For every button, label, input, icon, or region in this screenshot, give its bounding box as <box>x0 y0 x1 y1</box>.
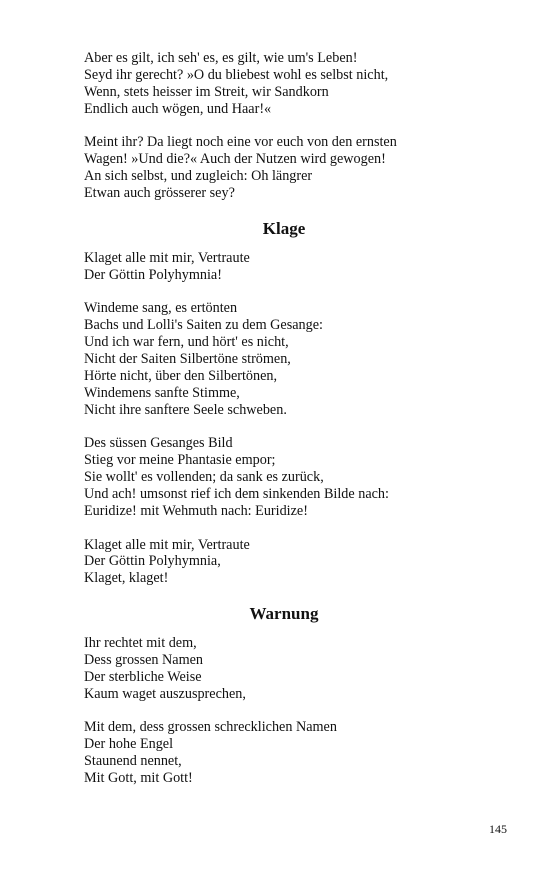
verse-line: Stieg vor meine Phantasie empor; <box>84 452 276 469</box>
verse-line: An sich selbst, und zugleich: Oh längrer <box>84 168 313 185</box>
verse-line: Kaum waget auszusprechen, <box>84 685 246 702</box>
verse-line: Endlich auch wögen, und Haar!« <box>84 100 272 117</box>
verse-line: Windeme sang, es ertönten <box>84 300 238 317</box>
verse-line: Meint ihr? Da liegt noch eine vor euch von den ernsten <box>84 134 397 151</box>
stanza <box>84 719 484 787</box>
verse-line: Klaget alle mit mir, Vertraute <box>84 536 250 553</box>
verse-line: Seyd ihr gerecht? »O du bliebest wohl es selbst nicht, <box>84 66 389 83</box>
verse-line: Und ach! umsonst rief ich dem sinkenden Bilde nach: <box>84 486 389 502</box>
verse-line: Der hohe Engel <box>84 736 174 753</box>
poem-title: Warnung <box>249 604 319 624</box>
stanza <box>84 435 484 519</box>
verse-line: Euridize! mit Wehmuth nach: Euridize! <box>84 502 308 519</box>
page-number: 145 <box>489 822 507 836</box>
poem-continuation <box>84 50 484 202</box>
poem-page <box>84 50 484 804</box>
verse-line: Ihr rechtet mit dem, <box>84 635 197 652</box>
poem-warnung <box>84 604 484 787</box>
verse-line: Mit Gott, mit Gott! <box>84 770 193 787</box>
verse-line: Windemens sanfte Stimme, <box>84 384 240 401</box>
stanza <box>84 50 484 118</box>
verse-line: Nicht ihre sanftere Seele schweben. <box>84 401 287 418</box>
verse-line: Der Göttin Polyhymnia! <box>84 266 222 283</box>
verse-line: Mit dem, dess grossen schrecklichen Namen <box>84 719 337 736</box>
stanza <box>84 134 484 202</box>
verse-line: Etwan auch grösserer sey? <box>84 185 235 202</box>
verse-line: Dess grossen Namen <box>84 651 203 668</box>
verse-line: Hörte nicht, über den Silbertönen, <box>84 367 278 384</box>
verse-line: Aber es gilt, ich seh' es, es gilt, wie um's Leben! <box>84 50 358 66</box>
verse-line: Wagen! »Und die?« Auch der Nutzen wird gewogen! <box>84 151 386 168</box>
stanza <box>84 635 484 703</box>
verse-line: Der sterbliche Weise <box>84 668 202 685</box>
verse-line: Staunend nennet, <box>84 753 182 770</box>
verse-line: Sie wollt' es vollenden; da sank es zurück, <box>84 469 324 486</box>
stanza <box>84 537 484 588</box>
verse-line: Nicht der Saiten Silbertöne strömen, <box>84 350 291 367</box>
verse-line: Und ich war fern, und hört' es nicht, <box>84 334 289 351</box>
verse-line: Klaget alle mit mir, Vertraute <box>84 249 250 266</box>
verse-line: Wenn, stets heisser im Streit, wir Sandkorn <box>84 83 329 100</box>
poem-title: Klage <box>262 218 306 238</box>
verse-line: Bachs und Lolli's Saiten zu dem Gesange: <box>84 317 323 334</box>
verse-line: Des süssen Gesanges Bild <box>84 435 233 452</box>
verse-line: Klaget, klaget! <box>84 570 169 587</box>
stanza <box>84 300 484 418</box>
verse-line: Der Göttin Polyhymnia, <box>84 553 221 570</box>
poem-klage <box>84 219 484 588</box>
stanza <box>84 250 484 284</box>
